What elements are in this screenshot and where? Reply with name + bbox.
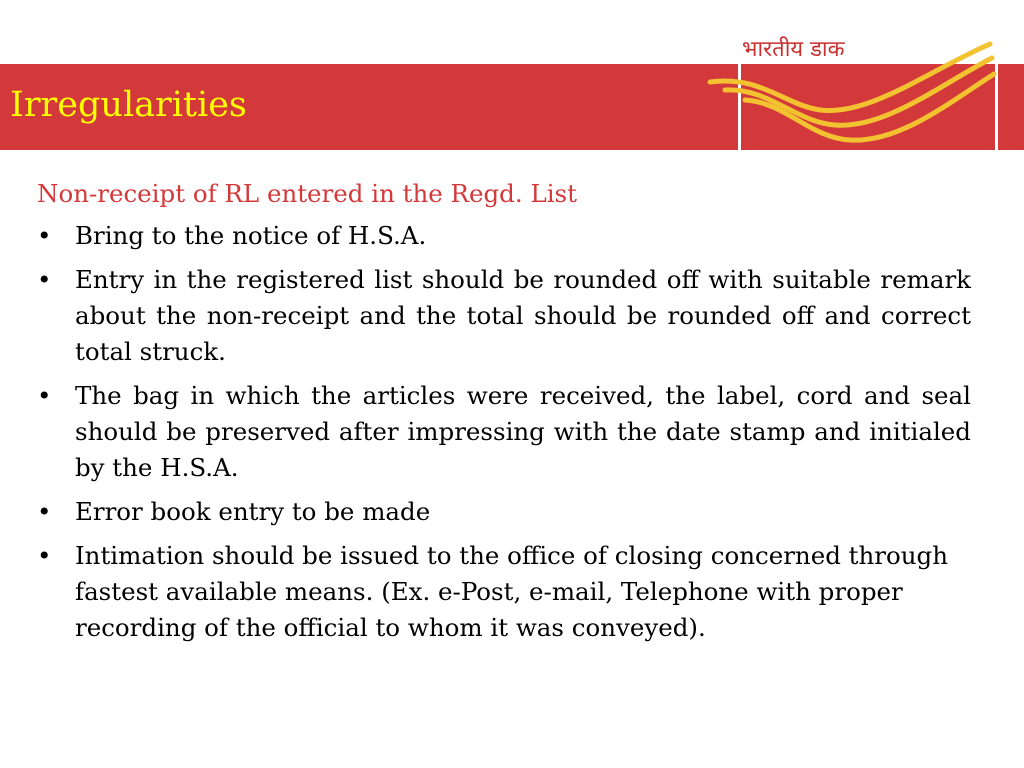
bullet-item: [37, 494, 971, 530]
bullet-marker: •: [37, 381, 52, 410]
logo-text: भारतीय डाक: [742, 37, 845, 62]
bullet-marker: •: [37, 221, 52, 250]
slide-content: [37, 176, 971, 654]
bullet-marker: •: [37, 541, 52, 570]
bullet-text: Intimation should be issued to the office of closing concerned through fastest available means. (Ex. e-Post, e-mail, Telephone with proper recording of the official to whom it was conveyed).: [75, 541, 948, 642]
slide-title: Irregularities: [10, 85, 247, 125]
slide-subtitle: Non-receipt of RL entered in the Regd. List: [37, 179, 577, 208]
bullet-item: [37, 538, 971, 646]
bullet-marker: •: [37, 497, 52, 526]
bullet-text: Bring to the notice of H.S.A.: [75, 221, 427, 250]
bullet-list: [37, 218, 971, 646]
bullet-text: The bag in which the articles were received, the label, cord and seal should be preserved after impressing with the date stamp and initialed by the H.S.A.: [75, 381, 971, 482]
bullet-text: Entry in the registered list should be rounded off with suitable remark about the non-receipt and the total should be rounded off and correct total struck.: [75, 265, 971, 366]
bullet-item: [37, 378, 971, 486]
bullet-marker: •: [37, 265, 52, 294]
bullet-item: [37, 262, 971, 370]
bullet-item: [37, 218, 971, 254]
bullet-text: Error book entry to be made: [75, 497, 431, 526]
